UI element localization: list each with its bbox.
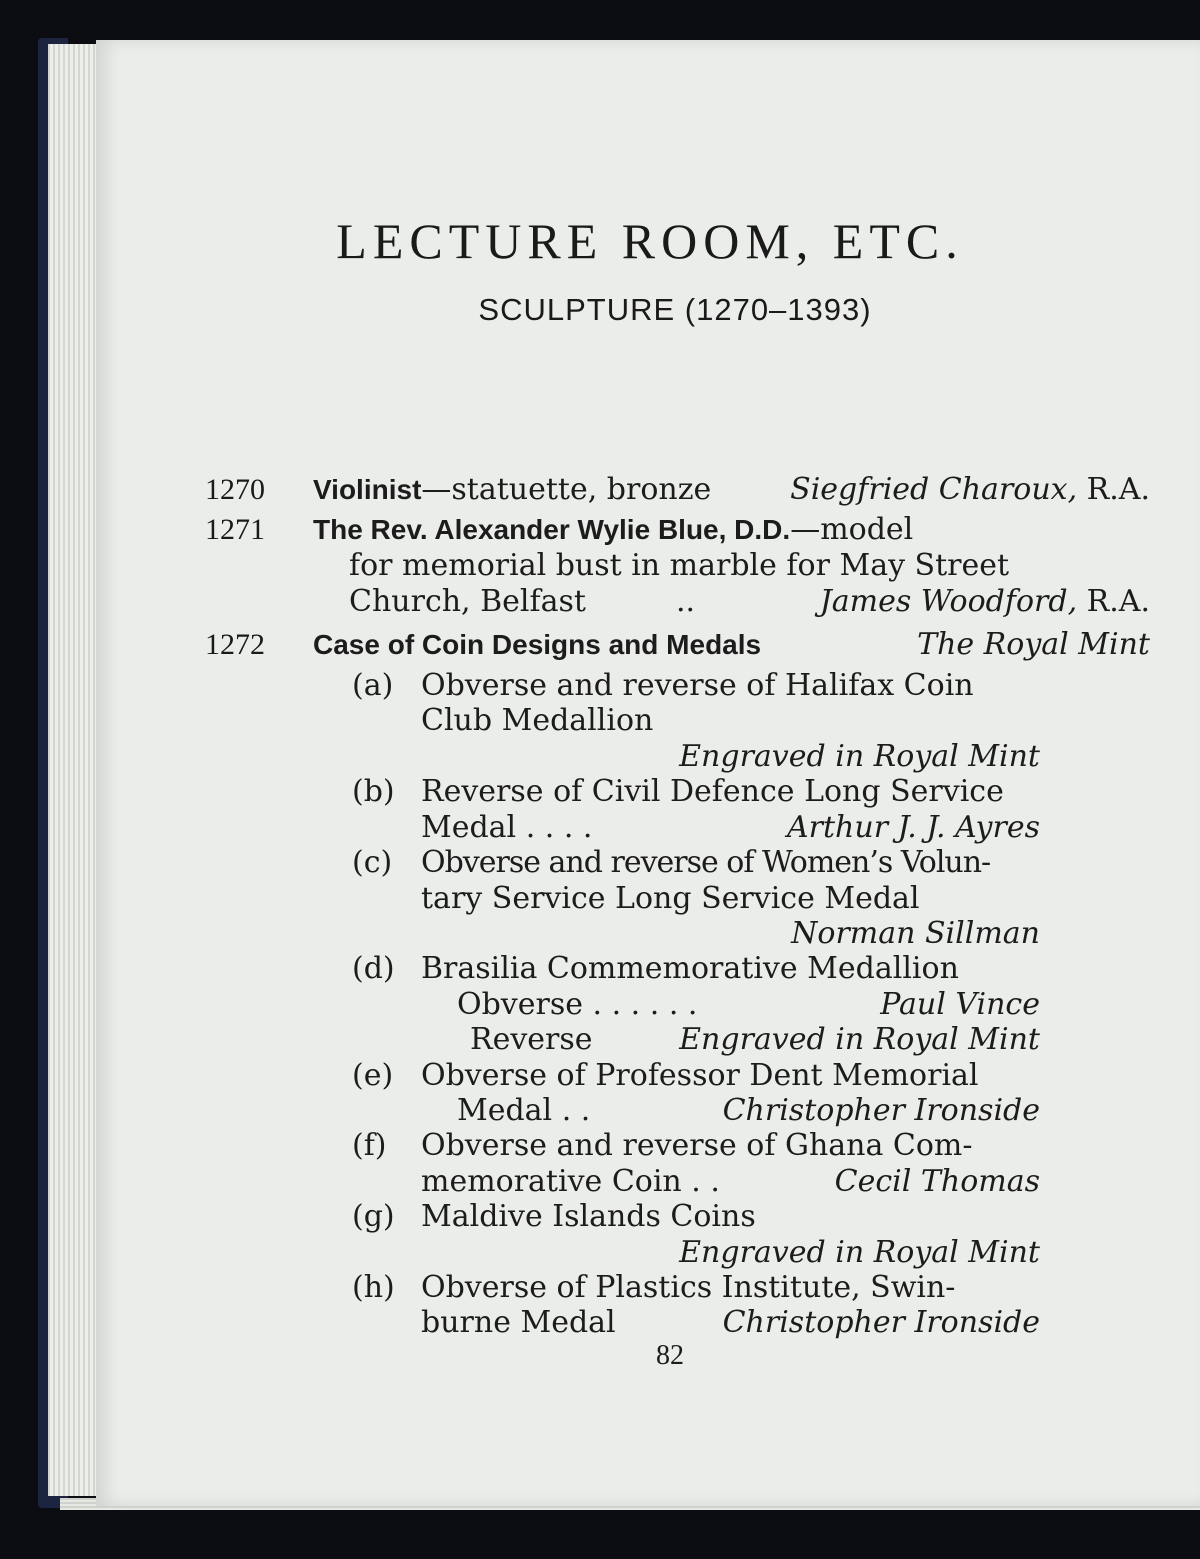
section-subheading: SCULPTURE (1270–1393)	[478, 292, 872, 327]
sub-item-artist: Christopher Ironside	[722, 1305, 1040, 1340]
sub-item-line: Maldive Islands Coins	[421, 1199, 756, 1234]
sub-item-letter: (f)	[352, 1128, 387, 1163]
artist-honour: R.A.	[1077, 472, 1150, 507]
sub-item-artist: Arthur J. J. Ayres	[786, 810, 1040, 845]
sub-item-artist: Norman Sillman	[791, 916, 1040, 951]
sub-item-line: tary Service Long Service Medal	[421, 881, 920, 916]
sub-item-artist: Engraved in Royal Mint	[679, 739, 1040, 774]
entry-title: Violinist	[313, 474, 422, 505]
sub-item-line: Brasilia Commemorative Medallion	[421, 951, 959, 986]
sub-item-line: Reverse	[470, 1022, 593, 1057]
entry-title-line	[313, 512, 913, 547]
sub-item-line: Obverse . . . . . .	[457, 987, 698, 1022]
sub-item-line: burne Medal	[421, 1305, 616, 1340]
sub-item-letter: (a)	[352, 668, 394, 703]
sub-item-line: Medal . .	[457, 1093, 591, 1128]
sub-item-letter: (e)	[352, 1058, 394, 1093]
sub-item-artist: Engraved in Royal Mint	[679, 1235, 1040, 1270]
entry-title: The Rev. Alexander Wylie Blue, D.D.	[313, 514, 791, 545]
artist-honour: R.A.	[1077, 584, 1150, 619]
sub-item-line: Medal . . . .	[421, 810, 593, 845]
entry-description: —statuette, bronze	[421, 472, 712, 507]
dot-leader: ..	[676, 584, 696, 619]
catalogue-number: 1272	[205, 628, 265, 661]
entry-title-line	[313, 472, 711, 507]
entry-artist: The Royal Mint	[917, 627, 1150, 662]
sub-item-line: Club Medallion	[421, 703, 654, 738]
sub-item-letter: (d)	[352, 951, 395, 986]
sub-item-artist: Engraved in Royal Mint	[679, 1022, 1040, 1057]
entry-artist: James Woodford,	[819, 584, 1078, 619]
sub-item-artist: Paul Vince	[880, 987, 1040, 1022]
catalogue-number: 1270	[205, 473, 265, 506]
page-heading: LECTURE ROOM, ETC.	[336, 213, 964, 269]
sub-item-letter: (g)	[352, 1199, 395, 1234]
entry-description-line: for memorial bust in marble for May Street	[349, 548, 1010, 583]
entry-description-line: Church, Belfast	[349, 584, 586, 619]
catalogue-number: 1271	[205, 513, 265, 546]
entry-artist-line	[820, 584, 1150, 619]
entry-artist-line	[790, 472, 1150, 507]
entry-artist: Siegfried Charoux,	[790, 472, 1078, 507]
entry-title: Case of Coin Designs and Medals	[313, 629, 762, 660]
sub-item-letter: (h)	[352, 1270, 395, 1305]
sub-item-line: Obverse and reverse of Ghana Com-	[421, 1128, 973, 1163]
sub-item-line: Reverse of Civil Defence Long Service	[421, 774, 1004, 809]
sub-item-line: Obverse of Professor Dent Memorial	[421, 1058, 979, 1093]
sub-item-line: Obverse of Plastics Institute, Swin-	[421, 1270, 956, 1305]
entry-title-line	[313, 627, 761, 662]
page-number: 82	[656, 1340, 684, 1371]
sub-item-line: Obverse and reverse of Women’s Volun-	[421, 845, 991, 880]
sub-item-artist: Christopher Ironside	[722, 1093, 1040, 1128]
sub-item-letter: (c)	[352, 845, 393, 880]
sub-item-line: Obverse and reverse of Halifax Coin	[421, 668, 974, 703]
entry-description: —model	[790, 512, 914, 547]
sub-item-line: memorative Coin . .	[421, 1164, 720, 1199]
sub-item-letter: (b)	[352, 774, 395, 809]
sub-item-artist: Cecil Thomas	[834, 1164, 1040, 1199]
